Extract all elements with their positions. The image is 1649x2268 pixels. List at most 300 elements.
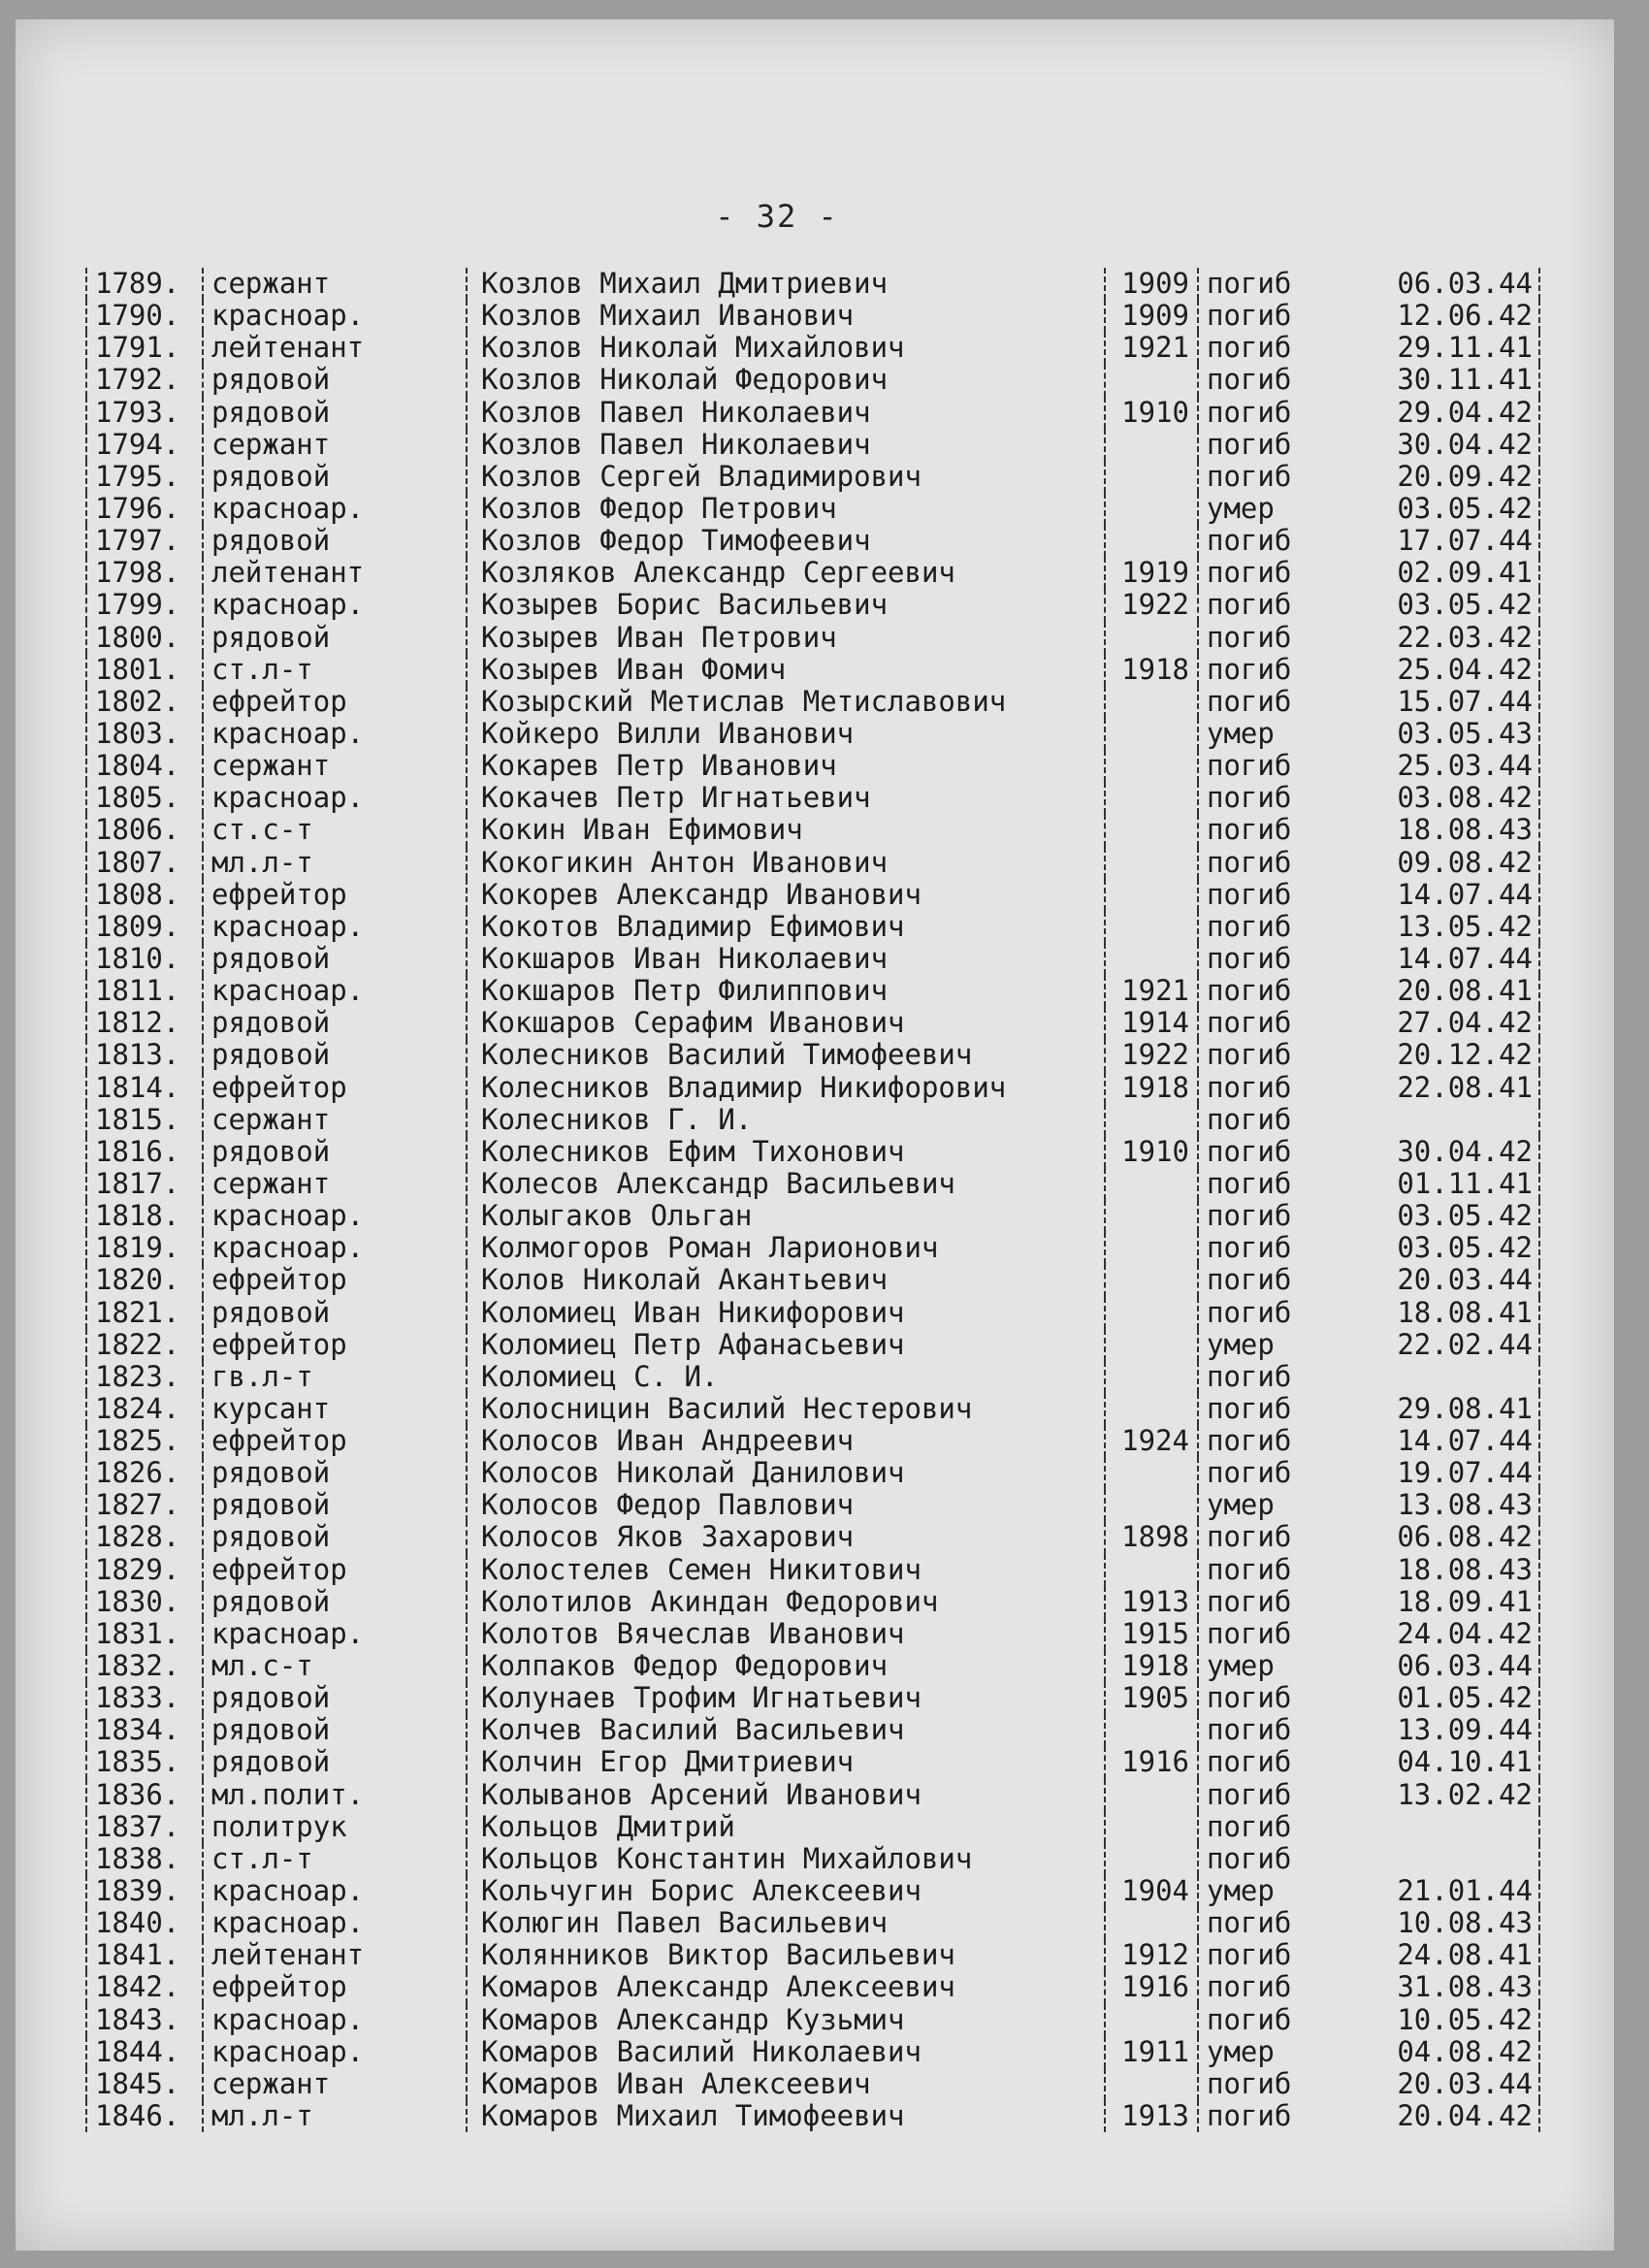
entry-rank: ефрейтор bbox=[202, 686, 405, 718]
entry-number: 1812. bbox=[85, 1007, 202, 1039]
entry-number: 1808. bbox=[85, 879, 202, 911]
entry-rank: краснoар. bbox=[202, 300, 405, 332]
list-item bbox=[85, 300, 1540, 332]
entry-number: 1790. bbox=[85, 300, 202, 332]
entry-birth-year: 1914 bbox=[1104, 1007, 1197, 1039]
entry-number: 1815. bbox=[85, 1104, 202, 1136]
entry-rank: рядовой bbox=[202, 1007, 405, 1039]
entry-date: 31.08.43 bbox=[1352, 1971, 1540, 2003]
entry-name bbox=[405, 1489, 1114, 1521]
entry-birth-year bbox=[1104, 847, 1197, 879]
entry-rank: мл.полит. bbox=[202, 1779, 405, 1811]
entry-birth-year bbox=[1104, 911, 1197, 943]
entry-status: погиб bbox=[1197, 2100, 1352, 2132]
entry-date: 29.04.42 bbox=[1352, 397, 1540, 429]
list-item bbox=[85, 1779, 1540, 1811]
entry-name bbox=[405, 847, 1114, 879]
entry-status: погиб bbox=[1197, 654, 1352, 686]
entry-date: 18.09.41 bbox=[1352, 1586, 1540, 1618]
list-item bbox=[85, 1489, 1540, 1521]
entry-name-text: Колесников Василий Тимофеевич bbox=[481, 1039, 973, 1072]
list-item bbox=[85, 1200, 1540, 1232]
entry-birth-year bbox=[1104, 2068, 1197, 2100]
entry-rank: рядовой bbox=[202, 1489, 405, 1521]
entry-date bbox=[1352, 1361, 1540, 1393]
entry-name bbox=[405, 589, 1114, 621]
entry-number: 1838. bbox=[85, 1843, 202, 1875]
entry-name-text: Колесов Александр Васильевич bbox=[481, 1167, 955, 1200]
entry-name bbox=[405, 654, 1114, 686]
entry-number: 1843. bbox=[85, 2004, 202, 2036]
entry-name-text: Коломиец С. И. bbox=[481, 1360, 719, 1393]
entry-number: 1791. bbox=[85, 332, 202, 364]
entry-rank: краснoар. bbox=[202, 1232, 405, 1264]
entry-number: 1797. bbox=[85, 525, 202, 557]
entry-number: 1800. bbox=[85, 622, 202, 654]
entry-date: 12.06.42 bbox=[1352, 300, 1540, 332]
entry-number: 1823. bbox=[85, 1361, 202, 1393]
list-item bbox=[85, 622, 1540, 654]
entry-date bbox=[1352, 1843, 1540, 1875]
entry-name-text: Кокшаров Иван Николаевич bbox=[481, 942, 889, 975]
entry-date: 13.08.43 bbox=[1352, 1489, 1540, 1521]
entry-number: 1817. bbox=[85, 1168, 202, 1200]
entry-rank: рядовой bbox=[202, 1039, 405, 1071]
list-item bbox=[85, 1168, 1540, 1200]
entry-date: 03.08.42 bbox=[1352, 782, 1540, 814]
entry-name-text: Колотов Вячеслав Иванович bbox=[481, 1617, 905, 1650]
entry-name-text: Колыгаков Ольган bbox=[481, 1200, 753, 1233]
list-item bbox=[85, 1714, 1540, 1746]
entry-name-text: Комаров Иван Алексеевич bbox=[481, 2067, 871, 2100]
list-item bbox=[85, 397, 1540, 429]
entry-birth-year bbox=[1104, 1907, 1197, 1939]
entry-status: погиб bbox=[1197, 622, 1352, 654]
entry-rank: политрук bbox=[202, 1811, 405, 1843]
entry-name bbox=[405, 1907, 1114, 1939]
list-item bbox=[85, 1457, 1540, 1489]
entry-status: погиб bbox=[1197, 429, 1352, 461]
entry-name bbox=[405, 557, 1114, 589]
list-item bbox=[85, 2068, 1540, 2100]
entry-date bbox=[1352, 1811, 1540, 1843]
entry-number: 1844. bbox=[85, 2036, 202, 2068]
entry-name bbox=[405, 1939, 1114, 1971]
entry-birth-year: 1915 bbox=[1104, 1618, 1197, 1650]
entry-number: 1811. bbox=[85, 975, 202, 1007]
entry-birth-year: 1916 bbox=[1104, 1746, 1197, 1778]
entry-status: погиб bbox=[1197, 750, 1352, 782]
entry-number: 1841. bbox=[85, 1939, 202, 1971]
entry-status: погиб bbox=[1197, 1779, 1352, 1811]
entry-name-text: Колосницин Василий Нестерович bbox=[481, 1392, 973, 1425]
entry-date: 18.08.41 bbox=[1352, 1297, 1540, 1329]
entry-rank: мл.л-т bbox=[202, 847, 405, 879]
entry-rank: ст.с-т bbox=[202, 814, 405, 846]
entry-number: 1810. bbox=[85, 943, 202, 975]
entry-name-text: Кокин Иван Ефимович bbox=[481, 814, 803, 847]
entry-date: 30.04.42 bbox=[1352, 1136, 1540, 1168]
entry-name-text: Козлов Сергей Владимирович bbox=[481, 460, 922, 493]
entry-status: погиб bbox=[1197, 268, 1352, 300]
entry-number: 1821. bbox=[85, 1297, 202, 1329]
entry-rank: лейтенант bbox=[202, 332, 405, 364]
entry-name-text: Козлов Федор Петрович bbox=[481, 492, 837, 525]
entry-name-text: Кокшаров Петр Филиппович bbox=[481, 975, 889, 1008]
entry-name bbox=[405, 1746, 1114, 1778]
entry-date: 04.08.42 bbox=[1352, 2036, 1540, 2068]
entry-date: 20.12.42 bbox=[1352, 1039, 1540, 1071]
list-item bbox=[85, 1907, 1540, 1939]
entry-name-text: Коломиец Иван Никифорович bbox=[481, 1296, 905, 1329]
entry-date: 10.08.43 bbox=[1352, 1907, 1540, 1939]
entry-rank: краснoар. bbox=[202, 1907, 405, 1939]
entry-date bbox=[1352, 1104, 1540, 1136]
entry-birth-year bbox=[1104, 1554, 1197, 1586]
entry-rank: краснoар. bbox=[202, 589, 405, 621]
entry-status: погиб bbox=[1197, 2068, 1352, 2100]
entry-rank: сержант bbox=[202, 2068, 405, 2100]
entry-birth-year: 1913 bbox=[1104, 2100, 1197, 2132]
entry-number: 1807. bbox=[85, 847, 202, 879]
entry-number: 1813. bbox=[85, 1039, 202, 1071]
entry-status: умер bbox=[1197, 718, 1352, 750]
entry-birth-year bbox=[1104, 1104, 1197, 1136]
entry-name-text: Кольчугин Борис Алексеевич bbox=[481, 1875, 922, 1908]
entry-date: 06.03.44 bbox=[1352, 268, 1540, 300]
entry-date: 06.03.44 bbox=[1352, 1650, 1540, 1682]
entry-rank: рядовой bbox=[202, 1521, 405, 1553]
entry-name bbox=[405, 2036, 1114, 2068]
entry-number: 1804. bbox=[85, 750, 202, 782]
list-item bbox=[85, 525, 1540, 557]
entry-date: 03.05.42 bbox=[1352, 493, 1540, 525]
entry-birth-year: 1922 bbox=[1104, 1039, 1197, 1071]
entry-number: 1805. bbox=[85, 782, 202, 814]
entry-rank: мл.с-т bbox=[202, 1650, 405, 1682]
entry-name bbox=[405, 2068, 1114, 2100]
entry-date: 24.08.41 bbox=[1352, 1939, 1540, 1971]
list-item bbox=[85, 1939, 1540, 1971]
entry-date: 30.11.41 bbox=[1352, 364, 1540, 396]
list-item bbox=[85, 782, 1540, 814]
entry-status: погиб bbox=[1197, 300, 1352, 332]
entry-status: погиб bbox=[1197, 364, 1352, 396]
entry-name bbox=[405, 364, 1114, 396]
entry-birth-year bbox=[1104, 1457, 1197, 1489]
entry-birth-year: 1898 bbox=[1104, 1521, 1197, 1553]
entry-number: 1819. bbox=[85, 1232, 202, 1264]
entry-name bbox=[405, 1779, 1114, 1811]
entry-rank: краснoар. bbox=[202, 782, 405, 814]
entry-number: 1830. bbox=[85, 1586, 202, 1618]
entry-status: погиб bbox=[1197, 1393, 1352, 1425]
entry-status: погиб bbox=[1197, 1425, 1352, 1457]
entry-birth-year bbox=[1104, 1393, 1197, 1425]
entry-rank: ефрейтор bbox=[202, 879, 405, 911]
entry-birth-year bbox=[1104, 1232, 1197, 1264]
entry-birth-year bbox=[1104, 686, 1197, 718]
entry-name-text: Козырев Иван Фомич bbox=[481, 653, 787, 686]
entry-number: 1828. bbox=[85, 1521, 202, 1553]
entry-name bbox=[405, 1811, 1114, 1843]
entry-name bbox=[405, 718, 1114, 750]
entry-name bbox=[405, 1586, 1114, 1618]
entry-status: погиб bbox=[1197, 2004, 1352, 2036]
entry-name bbox=[405, 911, 1114, 943]
list-item bbox=[85, 1682, 1540, 1714]
entry-status: погиб bbox=[1197, 1971, 1352, 2003]
entry-birth-year: 1921 bbox=[1104, 975, 1197, 1007]
list-item bbox=[85, 1264, 1540, 1296]
list-item bbox=[85, 1136, 1540, 1168]
list-item bbox=[85, 429, 1540, 461]
entry-number: 1798. bbox=[85, 557, 202, 589]
entry-name bbox=[405, 1039, 1114, 1071]
entry-number: 1842. bbox=[85, 1971, 202, 2003]
entry-name bbox=[405, 1104, 1114, 1136]
entry-date: 20.03.44 bbox=[1352, 2068, 1540, 2100]
entry-name-text: Колесников Владимир Никифорович bbox=[481, 1071, 1007, 1104]
entry-number: 1795. bbox=[85, 461, 202, 493]
entry-name bbox=[405, 1393, 1114, 1425]
entry-name-text: Колостелев Семен Никитович bbox=[481, 1553, 922, 1586]
entry-birth-year: 1922 bbox=[1104, 589, 1197, 621]
entry-name bbox=[405, 1650, 1114, 1682]
entry-date: 24.04.42 bbox=[1352, 1618, 1540, 1650]
entry-name bbox=[405, 397, 1114, 429]
entry-status: погиб bbox=[1197, 911, 1352, 943]
entry-rank: краснoар. bbox=[202, 718, 405, 750]
entry-birth-year bbox=[1104, 718, 1197, 750]
entry-name-text: Колесников Ефим Тихонович bbox=[481, 1135, 905, 1168]
entry-rank: краснoар. bbox=[202, 2004, 405, 2036]
entry-name bbox=[405, 1457, 1114, 1489]
list-item bbox=[85, 1039, 1540, 1071]
entry-date: 13.02.42 bbox=[1352, 1779, 1540, 1811]
entry-number: 1831. bbox=[85, 1618, 202, 1650]
list-item bbox=[85, 1007, 1540, 1039]
entry-date: 14.07.44 bbox=[1352, 1425, 1540, 1457]
entry-name bbox=[405, 493, 1114, 525]
entry-rank: лейтенант bbox=[202, 557, 405, 589]
entry-number: 1818. bbox=[85, 1200, 202, 1232]
entry-name-text: Козляков Александр Сергеевич bbox=[481, 557, 955, 590]
entry-status: погиб bbox=[1197, 975, 1352, 1007]
entry-rank: рядовой bbox=[202, 1297, 405, 1329]
entry-birth-year bbox=[1104, 814, 1197, 846]
entry-date: 21.01.44 bbox=[1352, 1875, 1540, 1907]
entry-birth-year: 1910 bbox=[1104, 397, 1197, 429]
list-item bbox=[85, 1329, 1540, 1361]
entry-date: 27.04.42 bbox=[1352, 1007, 1540, 1039]
entry-birth-year bbox=[1104, 782, 1197, 814]
entry-name-text: Козырев Борис Васильевич bbox=[481, 589, 889, 622]
entry-date: 14.07.44 bbox=[1352, 943, 1540, 975]
entry-name-text: Колосов Иван Андреевич bbox=[481, 1425, 855, 1458]
entry-status: умер bbox=[1197, 1329, 1352, 1361]
entry-rank: ефрейтор bbox=[202, 1971, 405, 2003]
entry-birth-year: 1911 bbox=[1104, 2036, 1197, 2068]
entry-status: умер bbox=[1197, 2036, 1352, 2068]
entry-status: погиб bbox=[1197, 814, 1352, 846]
entry-date: 06.08.42 bbox=[1352, 1521, 1540, 1553]
entry-name-text: Комаров Михаил Тимофеевич bbox=[481, 2100, 905, 2133]
entry-date: 18.08.43 bbox=[1352, 814, 1540, 846]
entry-rank: рядовой bbox=[202, 1457, 405, 1489]
list-item bbox=[85, 975, 1540, 1007]
entry-birth-year: 1918 bbox=[1104, 1072, 1197, 1104]
entry-rank: курсант bbox=[202, 1393, 405, 1425]
entry-date: 03.05.42 bbox=[1352, 1232, 1540, 1264]
entry-rank: рядовой bbox=[202, 525, 405, 557]
entry-name-text: Кокшаров Серафим Иванович bbox=[481, 1007, 905, 1040]
entry-birth-year: 1918 bbox=[1104, 654, 1197, 686]
entry-date: 09.08.42 bbox=[1352, 847, 1540, 879]
list-item bbox=[85, 2036, 1540, 2068]
entry-name bbox=[405, 686, 1114, 718]
entry-rank: ефрейтор bbox=[202, 1329, 405, 1361]
entry-date: 30.04.42 bbox=[1352, 429, 1540, 461]
entry-rank: сержант bbox=[202, 750, 405, 782]
entry-status: погиб bbox=[1197, 461, 1352, 493]
list-item bbox=[85, 1104, 1540, 1136]
list-item bbox=[85, 1425, 1540, 1457]
entry-date: 20.03.44 bbox=[1352, 1264, 1540, 1296]
entry-rank: краснoар. bbox=[202, 493, 405, 525]
list-item bbox=[85, 718, 1540, 750]
entry-name-text: Козлов Михаил Иванович bbox=[481, 300, 855, 333]
entry-number: 1827. bbox=[85, 1489, 202, 1521]
entry-rank: ефрейтор bbox=[202, 1264, 405, 1296]
entry-date: 22.02.44 bbox=[1352, 1329, 1540, 1361]
entry-name bbox=[405, 1297, 1114, 1329]
entry-name bbox=[405, 429, 1114, 461]
entry-name-text: Колосов Федор Павлович bbox=[481, 1489, 855, 1522]
entry-name-text: Койкеро Вилли Иванович bbox=[481, 717, 855, 750]
entry-status: погиб bbox=[1197, 1521, 1352, 1553]
entry-rank: рядовой bbox=[202, 943, 405, 975]
entry-name-text: Колмогоров Роман Ларионович bbox=[481, 1232, 939, 1265]
entry-status: погиб bbox=[1197, 557, 1352, 589]
entry-name bbox=[405, 782, 1114, 814]
entry-name-text: Колесников Г. И. bbox=[481, 1103, 753, 1136]
entry-rank: ефрейтор bbox=[202, 1554, 405, 1586]
entry-date: 01.05.42 bbox=[1352, 1682, 1540, 1714]
entry-date: 20.09.42 bbox=[1352, 461, 1540, 493]
entry-number: 1801. bbox=[85, 654, 202, 686]
entry-rank: рядовой bbox=[202, 622, 405, 654]
entry-status: погиб bbox=[1197, 1811, 1352, 1843]
entry-birth-year bbox=[1104, 879, 1197, 911]
list-item bbox=[85, 461, 1540, 493]
entry-status: погиб bbox=[1197, 1007, 1352, 1039]
entry-number: 1796. bbox=[85, 493, 202, 525]
entry-date: 03.05.42 bbox=[1352, 589, 1540, 621]
entry-rank: краснoар. bbox=[202, 1200, 405, 1232]
entry-date: 19.07.44 bbox=[1352, 1457, 1540, 1489]
entry-date: 20.08.41 bbox=[1352, 975, 1540, 1007]
entry-birth-year: 1921 bbox=[1104, 332, 1197, 364]
list-item bbox=[85, 332, 1540, 364]
entry-name bbox=[405, 622, 1114, 654]
entry-rank: рядовой bbox=[202, 1586, 405, 1618]
entry-birth-year bbox=[1104, 1361, 1197, 1393]
entry-number: 1792. bbox=[85, 364, 202, 396]
entry-name bbox=[405, 1521, 1114, 1553]
entry-name bbox=[405, 943, 1114, 975]
entry-name-text: Колчин Егор Дмитриевич bbox=[481, 1746, 855, 1779]
entry-name-text: Кокорев Александр Иванович bbox=[481, 878, 922, 911]
entry-name-text: Козырев Иван Петрович bbox=[481, 621, 837, 654]
entry-rank: ефрейтор bbox=[202, 1425, 405, 1457]
entry-number: 1840. bbox=[85, 1907, 202, 1939]
entry-name bbox=[405, 1168, 1114, 1200]
entry-number: 1789. bbox=[85, 268, 202, 300]
entry-name bbox=[405, 1714, 1114, 1746]
entry-birth-year bbox=[1104, 622, 1197, 654]
list-item bbox=[85, 557, 1540, 589]
entry-status: погиб bbox=[1197, 1104, 1352, 1136]
entry-status: умер bbox=[1197, 1489, 1352, 1521]
list-item bbox=[85, 1650, 1540, 1682]
entry-status: погиб bbox=[1197, 1746, 1352, 1778]
entry-name bbox=[405, 1264, 1114, 1296]
entry-status: погиб bbox=[1197, 1554, 1352, 1586]
entry-name-text: Коломиец Петр Афанасьевич bbox=[481, 1328, 905, 1361]
list-item bbox=[85, 1586, 1540, 1618]
entry-status: погиб bbox=[1197, 1136, 1352, 1168]
entry-number: 1837. bbox=[85, 1811, 202, 1843]
entry-rank: рядовой bbox=[202, 461, 405, 493]
entry-name-text: Кольцов Константин Михайлович bbox=[481, 1842, 973, 1875]
entry-status: умер bbox=[1197, 1650, 1352, 1682]
entry-status: погиб bbox=[1197, 397, 1352, 429]
entry-name bbox=[405, 332, 1114, 364]
list-item bbox=[85, 1811, 1540, 1843]
entry-birth-year bbox=[1104, 364, 1197, 396]
list-item bbox=[85, 2004, 1540, 2036]
list-item bbox=[85, 847, 1540, 879]
entry-rank: сержант bbox=[202, 429, 405, 461]
entry-date: 14.07.44 bbox=[1352, 879, 1540, 911]
entry-status: погиб bbox=[1197, 525, 1352, 557]
entry-birth-year: 1909 bbox=[1104, 268, 1197, 300]
entry-date: 10.05.42 bbox=[1352, 2004, 1540, 2036]
entry-name bbox=[405, 1136, 1114, 1168]
entry-date: 04.10.41 bbox=[1352, 1746, 1540, 1778]
entry-name bbox=[405, 1200, 1114, 1232]
entry-name-text: Колосов Яков Захарович bbox=[481, 1521, 855, 1554]
list-item bbox=[85, 1297, 1540, 1329]
entry-number: 1809. bbox=[85, 911, 202, 943]
entry-rank: рядовой bbox=[202, 397, 405, 429]
entry-birth-year bbox=[1104, 2004, 1197, 2036]
page-number: - 32 - bbox=[715, 198, 839, 235]
entry-name bbox=[405, 1971, 1114, 2003]
list-item bbox=[85, 268, 1540, 300]
entry-date: 02.09.41 bbox=[1352, 557, 1540, 589]
entry-name-text: Колюгин Павел Васильевич bbox=[481, 1907, 889, 1940]
list-item bbox=[85, 654, 1540, 686]
entry-rank: гв.л-т bbox=[202, 1361, 405, 1393]
entry-status: погиб bbox=[1197, 1361, 1352, 1393]
list-item bbox=[85, 364, 1540, 396]
entry-rank: краснoар. bbox=[202, 975, 405, 1007]
entry-number: 1816. bbox=[85, 1136, 202, 1168]
entry-birth-year bbox=[1104, 1200, 1197, 1232]
entry-date: 29.11.41 bbox=[1352, 332, 1540, 364]
